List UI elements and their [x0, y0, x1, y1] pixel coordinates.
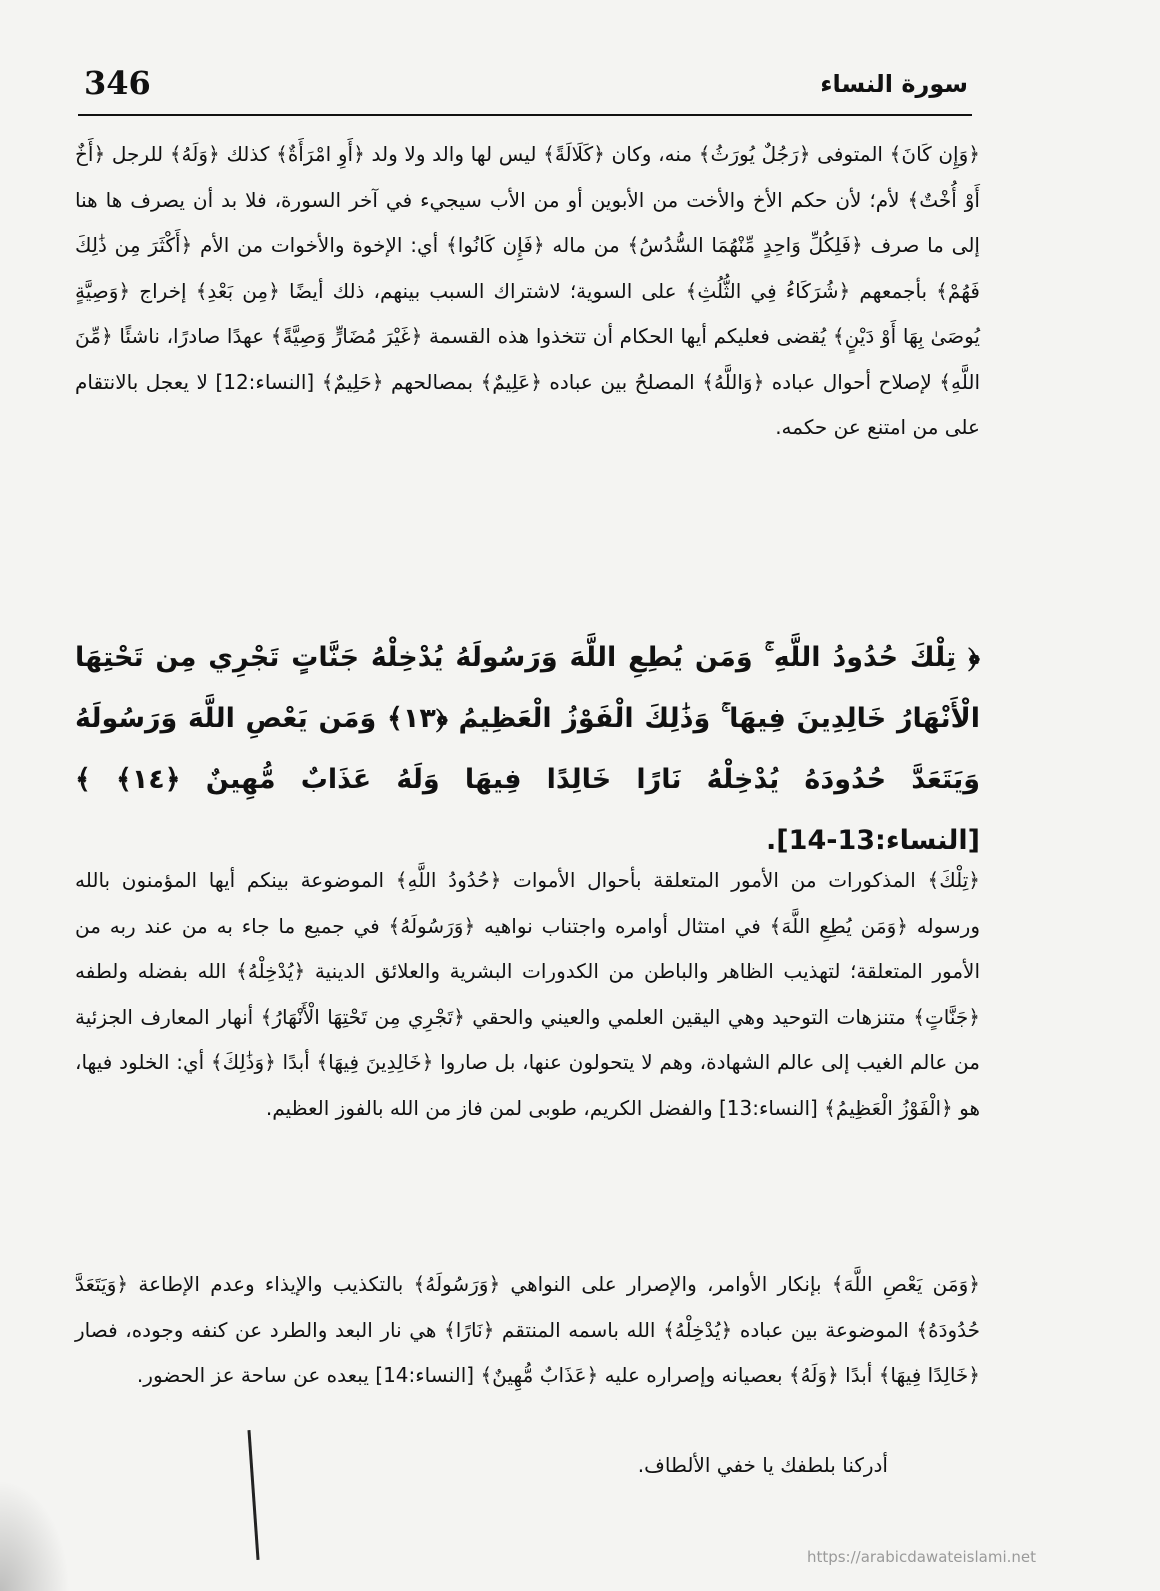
scan-pen-mark [247, 1430, 259, 1560]
surah-name: سورة النساء [820, 70, 968, 98]
scan-edge-shadow [0, 1480, 70, 1591]
page-number: 346 [84, 64, 151, 102]
closing-supplication: أدركنا بلطفك يا خفي الألطاف. [637, 1453, 888, 1477]
tafsir-paragraph-1: ﴿وَإِن كَانَ﴾ المتوفى ﴿رَجُلٌ يُورَثُ﴾ منه، وكان ﴿كَلَالَةً﴾ ليس لها والد ولا ولد ﴿أَوِ امْرَأَةٌ﴾ كذلك ﴿وَلَهُ﴾ للرجل ﴿أَخٌ أَوْ أُخْتٌ﴾ لأم؛ لأن حكم الأخ والأخت من الأبوين أو من الأب سيجيء في آخر السورة، فلا بد أن يصرف ها هنا إلى ما صرف ﴿فَلِكُلِّ وَاحِدٍ مِّنْهُمَا السُّدُسُ﴾ من ماله ﴿فَإِن كَانُوا﴾ أي: الإخوة والأخوات من الأم ﴿أَكْثَرَ مِن ذَٰلِكَ فَهُمْ﴾ بأجمعهم ﴿شُرَكَاءُ فِي الثُّلُثِ﴾ على السوية؛ لاشتراك السبب بينهم، ذلك أيضًا ﴿مِن بَعْدِ﴾ إخراج ﴿وَصِيَّةٍ يُوصَىٰ بِهَا أَوْ دَيْنٍ﴾ يُقضى فعليكم أيها الحكام أن تتخذوا هذه القسمة ﴿غَيْرَ مُضَارٍّ وَصِيَّةً﴾ عهدًا صادرًا، ناشئًا ﴿مِّنَ اللَّهِ﴾ لإصلاح أحوال عباده ﴿وَاللَّهُ﴾ المصلحُ بين عباده ﴿عَلِيمٌ﴾ بمصالحهم ﴿حَلِيمٌ﴾ [النساء:12] لا يعجل بالانتقام على من امتنع عن حكمه. [75, 142, 980, 439]
page-header [78, 62, 972, 116]
tafsir-paragraph-2: ﴿تِلْكَ﴾ المذكورات من الأمور المتعلقة بأحوال الأموات ﴿حُدُودُ اللَّهِ﴾ الموضوعة بينكم أيها المؤمنون بالله ورسوله ﴿وَمَن يُطِعِ اللَّهَ﴾ في امتثال أوامره واجتناب نواهيه ﴿وَرَسُولَهُ﴾ في جميع ما جاء به من عند ربه من الأمور المتعلقة؛ لتهذيب الظاهر والباطن من الكدورات البشرية والعلائق الدينية ﴿يُدْخِلْهُ﴾ الله بفضله ولطفه ﴿جَنَّاتٍ﴾ متنزهات التوحيد وهي اليقين العلمي والعيني والحقي ﴿تَجْرِي مِن تَحْتِهَا الْأَنْهَارُ﴾ أنهار المعارف الجزئية من عالم الغيب إلى عالم الشهادة، وهم لا يتحولون عنها، بل صاروا ﴿خَالِدِينَ فِيهَا﴾ أبدًا ﴿وَذَٰلِكَ﴾ أي: الخلود فيها، هو ﴿الْفَوْزُ الْعَظِيمُ﴾ [النساء:13] والفضل الكريم، طوبى لمن فاز من الله بالفوز العظيم. [75, 868, 980, 1120]
source-watermark: https://arabicdawateislami.net [806, 1548, 1036, 1566]
quran-verse-block: ﴿ تِلْكَ حُدُودُ اللَّهِ ۚ وَمَن يُطِعِ اللَّهَ وَرَسُولَهُ يُدْخِلْهُ جَنَّاتٍ تَجْرِي مِن تَحْتِهَا الْأَنْهَارُ خَالِدِينَ فِيهَا ۚ وَذَٰلِكَ الْفَوْزُ الْعَظِيمُ ﴿١٣﴾ وَمَن يَعْصِ اللَّهَ وَرَسُولَهُ وَيَتَعَدَّ حُدُودَهُ يُدْخِلْهُ نَارًا خَالِدًا فِيهَا وَلَهُ عَذَابٌ مُّهِينٌ ﴿١٤﴾ ﴾ [النساء:13-14]. [75, 642, 980, 856]
tafsir-paragraph-3: ﴿وَمَن يَعْصِ اللَّهَ﴾ بإنكار الأوامر، والإصرار على النواهي ﴿وَرَسُولَهُ﴾ بالتكذيب والإيذاء وعدم الإطاعة ﴿وَيَتَعَدَّ حُدُودَهُ﴾ الموضوعة بين عباده ﴿يُدْخِلْهُ﴾ الله باسمه المنتقم ﴿نَارًا﴾ هي نار البعد والطرد عن كنفه وجوده، فصار ﴿خَالِدًا فِيهَا﴾ أبدًا ﴿وَلَهُ﴾ بعصيانه وإصراره عليه ﴿عَذَابٌ مُّهِينٌ﴾ [النساء:14] يبعده عن ساحة عز الحضور. [75, 1272, 980, 1387]
